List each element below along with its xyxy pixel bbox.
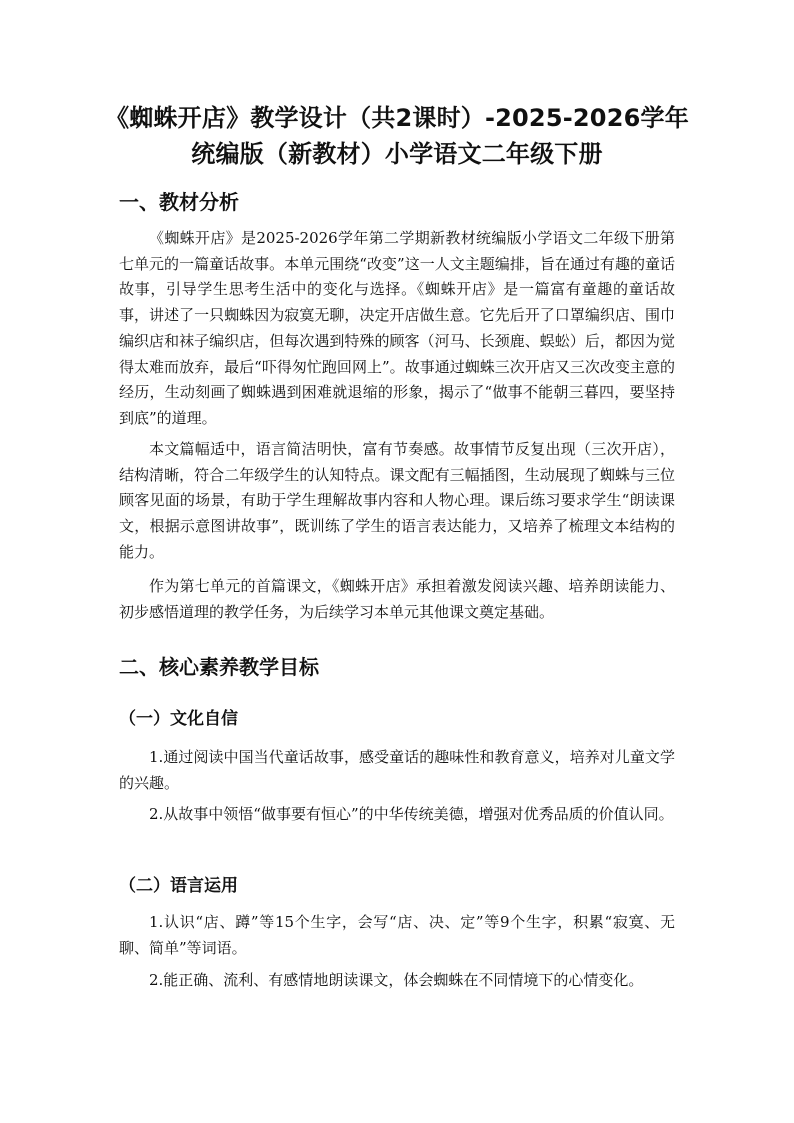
analysis-paragraph-3: 作为第七单元的首篇课文，《蜘蛛开店》承担着激发阅读兴趣、培养朗读能力、初步感悟道理的教学任务，为后续学习本单元其他课文奠定基础。	[119, 577, 675, 621]
objective-item: 1.通过阅读中国当代童话故事，感受童话的趣味性和教育意义，培养对儿童文学的兴趣。	[119, 748, 675, 792]
objective-item: 2.能正确、流利、有感情地朗读课文，体会蜘蛛在不同情境下的心情变化。	[149, 971, 644, 989]
objective-item: 1.认识“店、蹲”等15个生字，会写“店、决、定”等9个生字，积累“寂寞、无聊、简单”等词语。	[119, 913, 675, 957]
document-title: 《蜘蛛开店》教学设计（共2课时）-2025-2026学年统编版（新教材）小学语文二年级下册	[105, 104, 689, 168]
objective-item: 2.从故事中领悟“做事要有恒心”的中华传统美德，增强对优秀品质的价值认同。	[149, 805, 674, 823]
subsection-heading-language-use: （二）语言运用	[119, 876, 238, 896]
analysis-paragraph-2: 本文篇幅适中，语言简洁明快，富有节奏感。故事情节反复出现（三次开店），结构清晰，符合二年级学生的认知特点。课文配有三幅插图，生动展现了蜘蛛与三位顾客见面的场景，有助于学生理解故事内容和人物心理。课后练习要求学生“朗读课文，根据示意图讲故事”，既训练了学生的语言表达能力，又培养了梳理文本结构的能力。	[119, 440, 675, 561]
section-heading-textbook-analysis: 一、教材分析	[119, 190, 239, 214]
analysis-paragraph-1: 《蜘蛛开店》是2025-2026学年第二学期新教材统编版小学语文二年级下册第七单元的一篇童话故事。本单元围绕“改变”这一人文主题编排，旨在通过有趣的童话故事，引导学生思考生活中的变化与选择。《蜘蛛开店》是一篇富有童趣的童话故事，讲述了一只蜘蛛因为寂寞无聊，决定开店做生意。它先后开了口罩编织店、围巾编织店和袜子编织店，但每次遇到特殊的顾客（河马、长颈鹿、蜈蚣）后，都因为觉得太难而放弃，最后“吓得匆忙跑回网上”。故事通过蜘蛛三次开店又三次改变主意的经历，生动刻画了蜘蛛遇到困难就退缩的形象，揭示了“做事不能朝三暮四，要坚持到底”的道理。	[119, 229, 675, 427]
section-heading-core-objectives: 二、核心素养教学目标	[119, 655, 319, 679]
subsection-heading-cultural-confidence: （一）文化自信	[119, 709, 238, 729]
